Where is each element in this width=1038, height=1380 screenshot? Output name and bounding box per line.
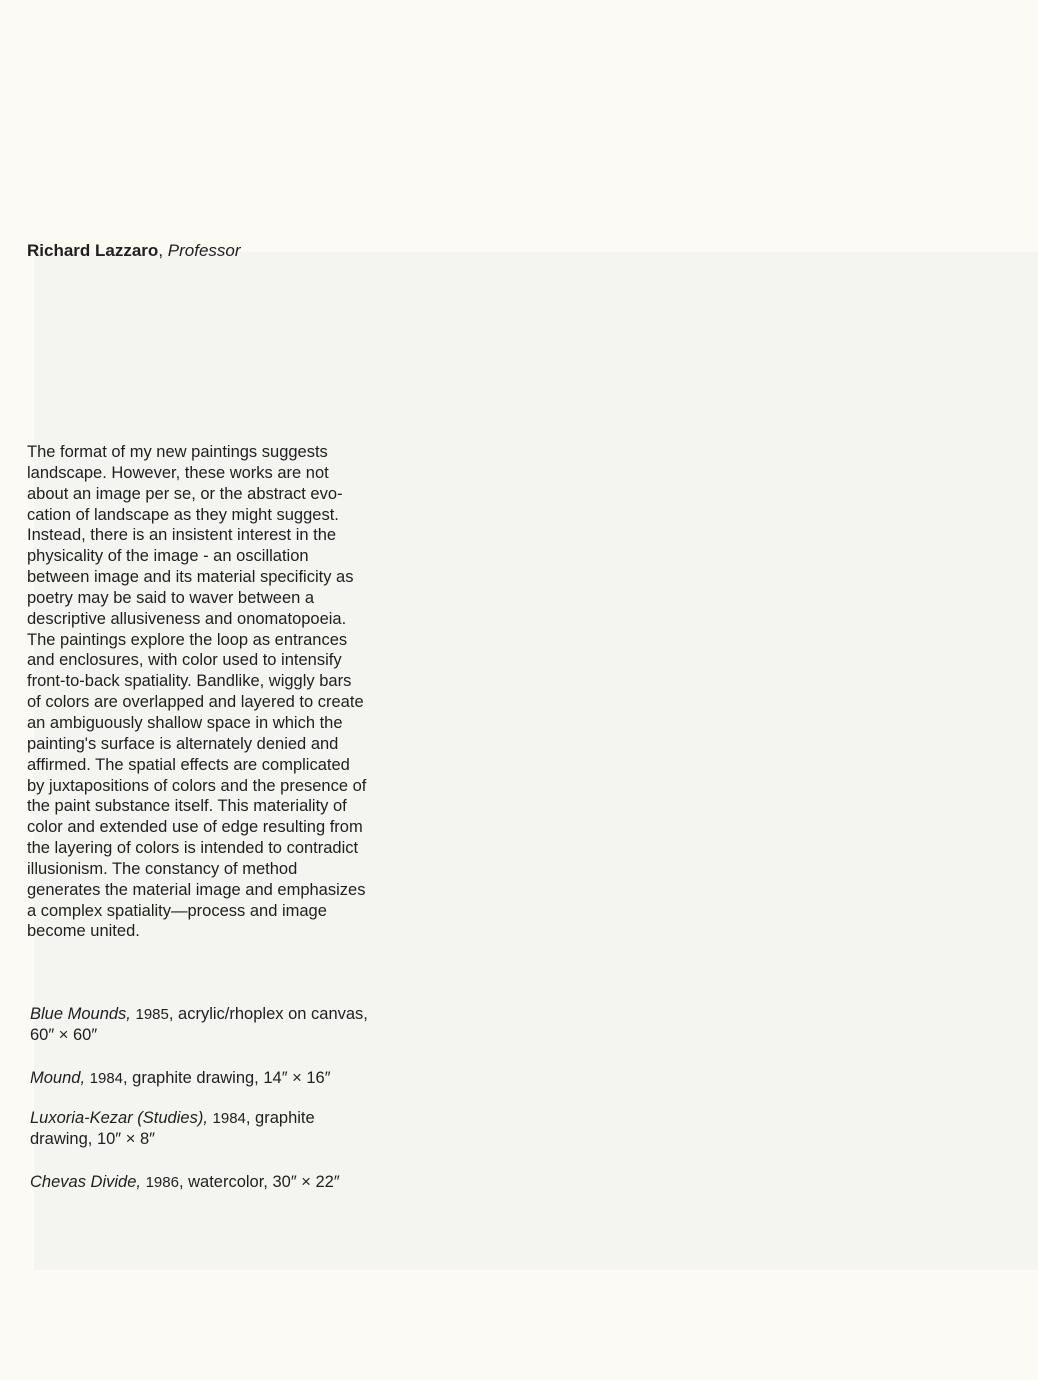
artist-statement: The format of my new paintings suggests landscape. However, these works are not about an image per se, or the abstract evocation of landscape as they might suggest. Instead, there is an insistent interest in the physicality of the image - an oscillation between image and its material specificity as poetry may be said to waver between a descriptive allusiveness and onomatopoeia. The paintings explore the loop as entrances and enclosures, with color used to intensify front-to-back spatiality. Bandlike, wiggly bars of colors are overlapped and layered to create an ambiguously shallow space in which the painting's surface is alternately denied and affirmed. The spatial effects are complicated by juxtapositions of colors and the presence of the paint substance itself. This materiality of color and extended use of edge resulting from the layering of colors is intended to contradict illusionism. The constancy of method generates the material image and emphasizes a complex spatiality—process and image become united. [27,443,367,941]
artwork-title: Luxoria-Kezar (Studies), [30,1109,208,1127]
artwork-title: Blue Mounds, [30,1005,131,1023]
artwork-year: 1985 [135,1006,169,1023]
artwork-details: , graphite drawing, 14″ × 16″ [123,1069,331,1087]
artwork-details: , graphite drawing, 10″ × 8″ [30,1109,315,1148]
author-title: Professor [167,241,241,260]
artwork-caption [30,1108,370,1150]
artwork-caption [30,1004,370,1046]
artwork-details: , acrylic/rhoplex on canvas, 60″ × 60″ [30,1005,368,1044]
artwork-year: 1984 [212,1110,246,1127]
artwork-details: , watercolor, 30″ × 22″ [178,1173,340,1191]
artwork-year: 1984 [89,1070,124,1087]
author-name: Richard Lazzaro [27,241,159,260]
artwork-caption [30,1068,370,1089]
author-heading [27,240,241,262]
author-separator: , [158,241,168,260]
artwork-caption [30,1172,370,1193]
artwork-title: Chevas Divide, [30,1173,141,1191]
artwork-year: 1986 [145,1174,179,1191]
artwork-title: Mound, [30,1069,86,1087]
